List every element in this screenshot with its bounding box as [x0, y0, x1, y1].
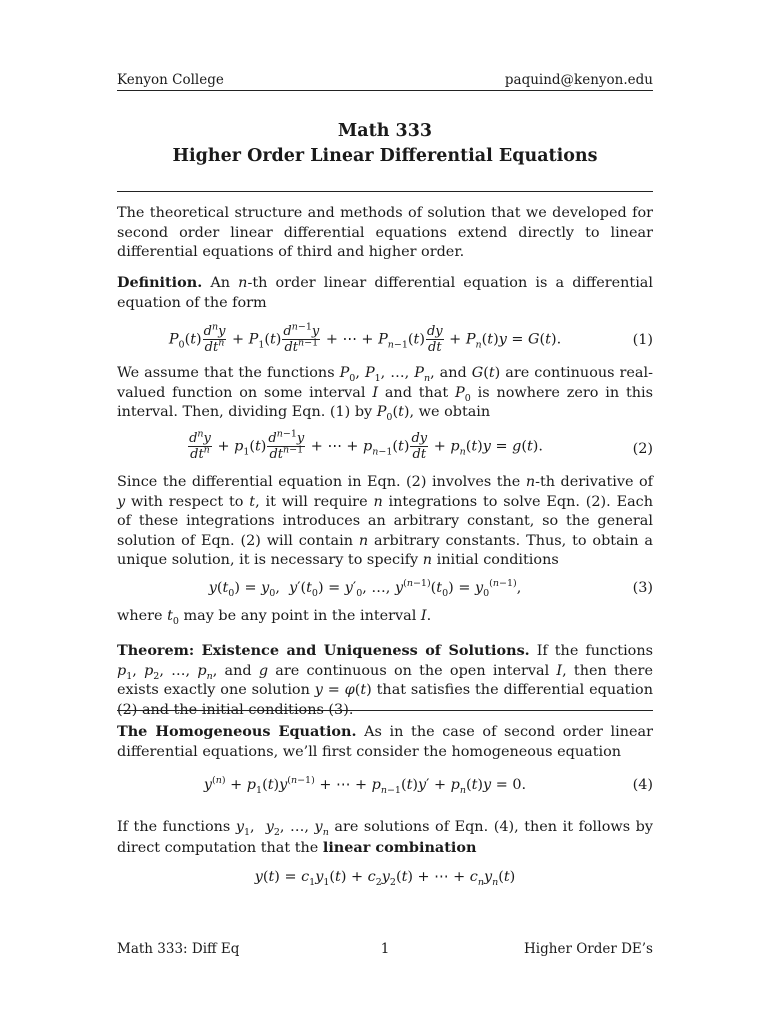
- equation-linear-combination: $y(t) = c_1y_1(t) + c_2y_2(t)$ + ⋯ + $c_ny_n(t)$: [254, 869, 516, 888]
- equation-2-body: $\frac{d^ny}{dt^n}$ + $p_1(t)$ $\frac{d^{n-1}y}{dt^{n-1}}$ + ⋯ + $p_{n-1}(t)$ $\frac{dy}{dt}$ + $p_n(t)y = g(t)$.: [189, 428, 543, 462]
- page-header: [117, 72, 653, 90]
- section-divider: [117, 710, 653, 711]
- definition-label: Definition.: [117, 274, 203, 291]
- equation-4-number: (4): [632, 777, 653, 793]
- page-footer: [117, 941, 653, 959]
- homogeneous-label: The Homogeneous Equation.: [117, 723, 357, 740]
- equation-1: [117, 321, 653, 364]
- derivation-paragraph: Since the differential equation in Eqn. (2) involves the n-th derivative of y with respect to t, it will require n integrations to solve Eqn. (2). Each of these integrations introduces an arbitrary constant, so the general solution of Eqn. (2) will contain n arbitrary constants. Thus, to obtain a unique solution, it is necessary to specify n initial conditions: [117, 474, 654, 568]
- equation-2-number: (2): [632, 441, 653, 457]
- header-email: paquind@kenyon.edu: [504, 72, 653, 88]
- footer-course: Math 333: Diff Eq: [117, 941, 240, 957]
- equation-4: [117, 777, 653, 817]
- equation-3-body: $y(t_0) = y_0$, $y'(t_0) = y'_0$, …, $y^{(n-1)}(t_0) = y_0^{(n-1)}$,: [208, 578, 522, 599]
- linear-combination-paragraph: If the functions $y_1$, $y_2$, …, $y_n$ are solutions of Eqn. (4), then it follows by direct computation that the linear combination: [117, 819, 653, 856]
- title-divider: [117, 191, 653, 192]
- footer-topic: Higher Order DE’s: [524, 941, 653, 957]
- header-institution: Kenyon College: [117, 72, 224, 88]
- theorem-label: Theorem: Existence and Uniqueness of Solutions.: [117, 642, 530, 659]
- equation-2: [117, 428, 653, 471]
- where-paragraph: where $t_0$ may be any point in the interval I.: [117, 608, 432, 627]
- intro-paragraph: The theoretical structure and methods of solution that we developed for second order linear differential equations extend directly to linear differential equations of third and higher order.: [117, 205, 653, 260]
- document-title: Higher Order Linear Differential Equations: [172, 146, 598, 166]
- definition-paragraph: Definition. An n-th order linear differential equation is a differential equation of the form: [117, 274, 653, 311]
- linear-combination-term: linear combination: [322, 838, 477, 856]
- equation-4-body: $y^{(n)} + p_1(t)y^{(n-1)}$ + ⋯ + $p_{n-1}(t)y' + p_n(t)y = 0$.: [203, 775, 527, 796]
- homogeneous-paragraph: The Homogeneous Equation. As in the case of second order linear differential equations, we’ll first consider the homogeneous equation: [117, 723, 654, 760]
- assumption-paragraph: We assume that the functions $P_0$, $P_1$, …, $P_n$, and G(t) are continuous real-valued function on some interval I and that $P_0$ is nowhere zero in this interval. Then, dividing Eqn. (1) by $P_0(t)$, we obtain: [117, 365, 653, 423]
- equation-3-number: (3): [632, 580, 653, 596]
- equation-1-number: (1): [632, 332, 653, 348]
- page-number: 1: [380, 941, 390, 957]
- course-title: Math 333: [337, 121, 433, 141]
- theorem-paragraph: Theorem: Existence and Uniqueness of Solutions. If the functions $p_1$, $p_2$, …, $p_n$, and g are continuous on the open interval I, then there exists exactly one solution y = φ(t) that satisfies the differential equation (2) and the initial conditions (3).: [117, 642, 653, 718]
- header-rule: [117, 90, 653, 91]
- equation-1-body: $P_0(t)$ $\frac{d^ny}{dt^n}$ + $P_1(t)$ $\frac{d^{n-1}y}{dt^{n-1}}$ + ⋯ + $P_{n-1}(t)$ $\frac{dy}{dt}$ + $P_n(t)y = G(t)$.: [168, 321, 562, 355]
